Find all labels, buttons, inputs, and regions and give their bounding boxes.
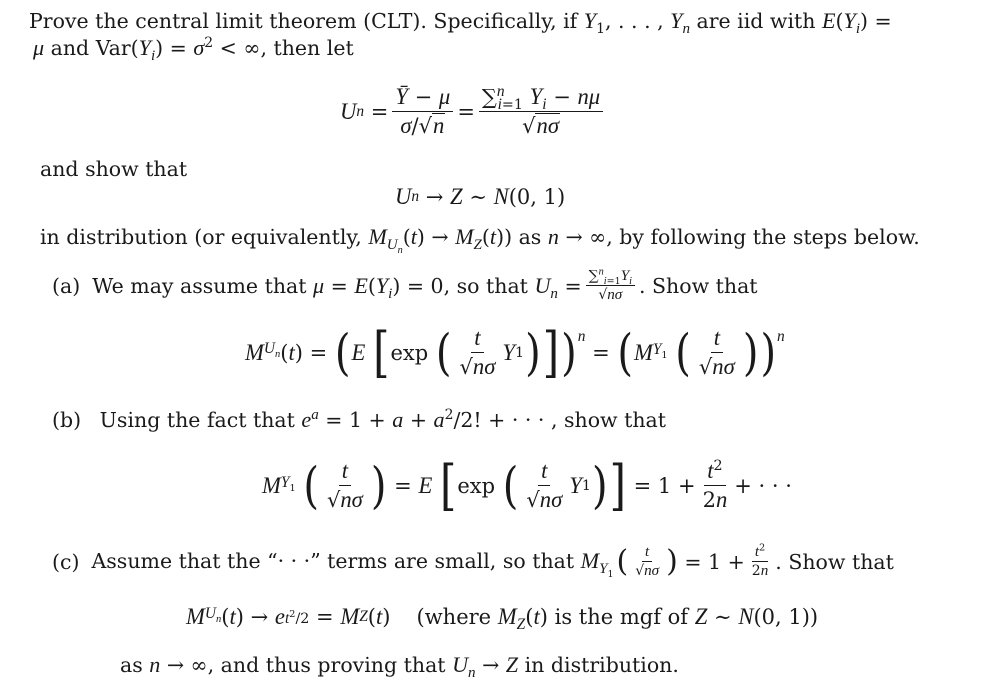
part-a-text: (a) We may assume that $\mu = E(Y_i) = 0$, so that $U_n$ = $\frac{\sum^n_{i=1}Y_i}{√n\sigma}$ . Show that <box>52 266 758 303</box>
in-distribution-text: in distribution (or equivalently, $M_{U_n}(t) \to M_Z(t)$) as n → ∞, by following the steps below. <box>40 224 920 257</box>
part-c-text: (c) Assume that the “· · ·” terms are small, so that $M_{Y_1}$ ( $\frac{t}{√n\sigma}$ ) = 1 + $\frac{t^2}{2n}$ . Show that <box>52 542 894 580</box>
part-a-label: (a) <box>52 273 81 298</box>
equation-part-b: M $Y_1$ ( $\frac{t}{√n\sigma}$ ) = E [ exp ( $\frac{t}{√n\sigma}$ Y 1 ) ] = 1 + $\frac{t^2}{2n}$ + · · · <box>262 453 792 517</box>
equation-un-definition: U n = $\frac{Ȳ - \mu}{\sigma/√n}$ = $\frac{\sum^n_{i=1} Y_i - n\mu}{√n\sigma}$ <box>340 84 607 139</box>
equation-part-a: M $U_n$ ( t ) = ( E [ exp ( $\frac{t}{√n\sigma}$ Y 1 ) ] ) $^n$ = ( M $Y_1$ ( $\frac{t}{√n\sigma}$ ) ) $^n$ <box>245 320 785 384</box>
equation-part-c: M $U_n$ ( t ) → e $t^2/2$ = M Z ( t ) (where $M_Z(t)$ is the mgf of Z ∼ N(0, 1)) <box>186 604 819 634</box>
equation-convergence: U n → Z ∼ N (0, 1) <box>395 184 566 209</box>
part-b-label: (b) <box>52 408 82 432</box>
part-c-label: (c) <box>52 549 80 574</box>
intro-line-2: μ and $Var(Y_i) = \sigma^2$ < ∞, then let <box>33 35 354 65</box>
part-b-text: (b) Using the fact that $e^a = 1 + a + a^2/2$! + · · · , show that <box>52 407 667 432</box>
intro-line-1: Prove the central limit theorem (CLT). Specifically, if $Y_1$, . . . , $Y_n$ are iid with $E(Y_i)$ = <box>29 8 892 38</box>
final-line: as n → ∞, and thus proving that $U_n \to Z$ in distribution. <box>120 652 679 682</box>
and-show-that-text: and show that <box>40 157 188 181</box>
